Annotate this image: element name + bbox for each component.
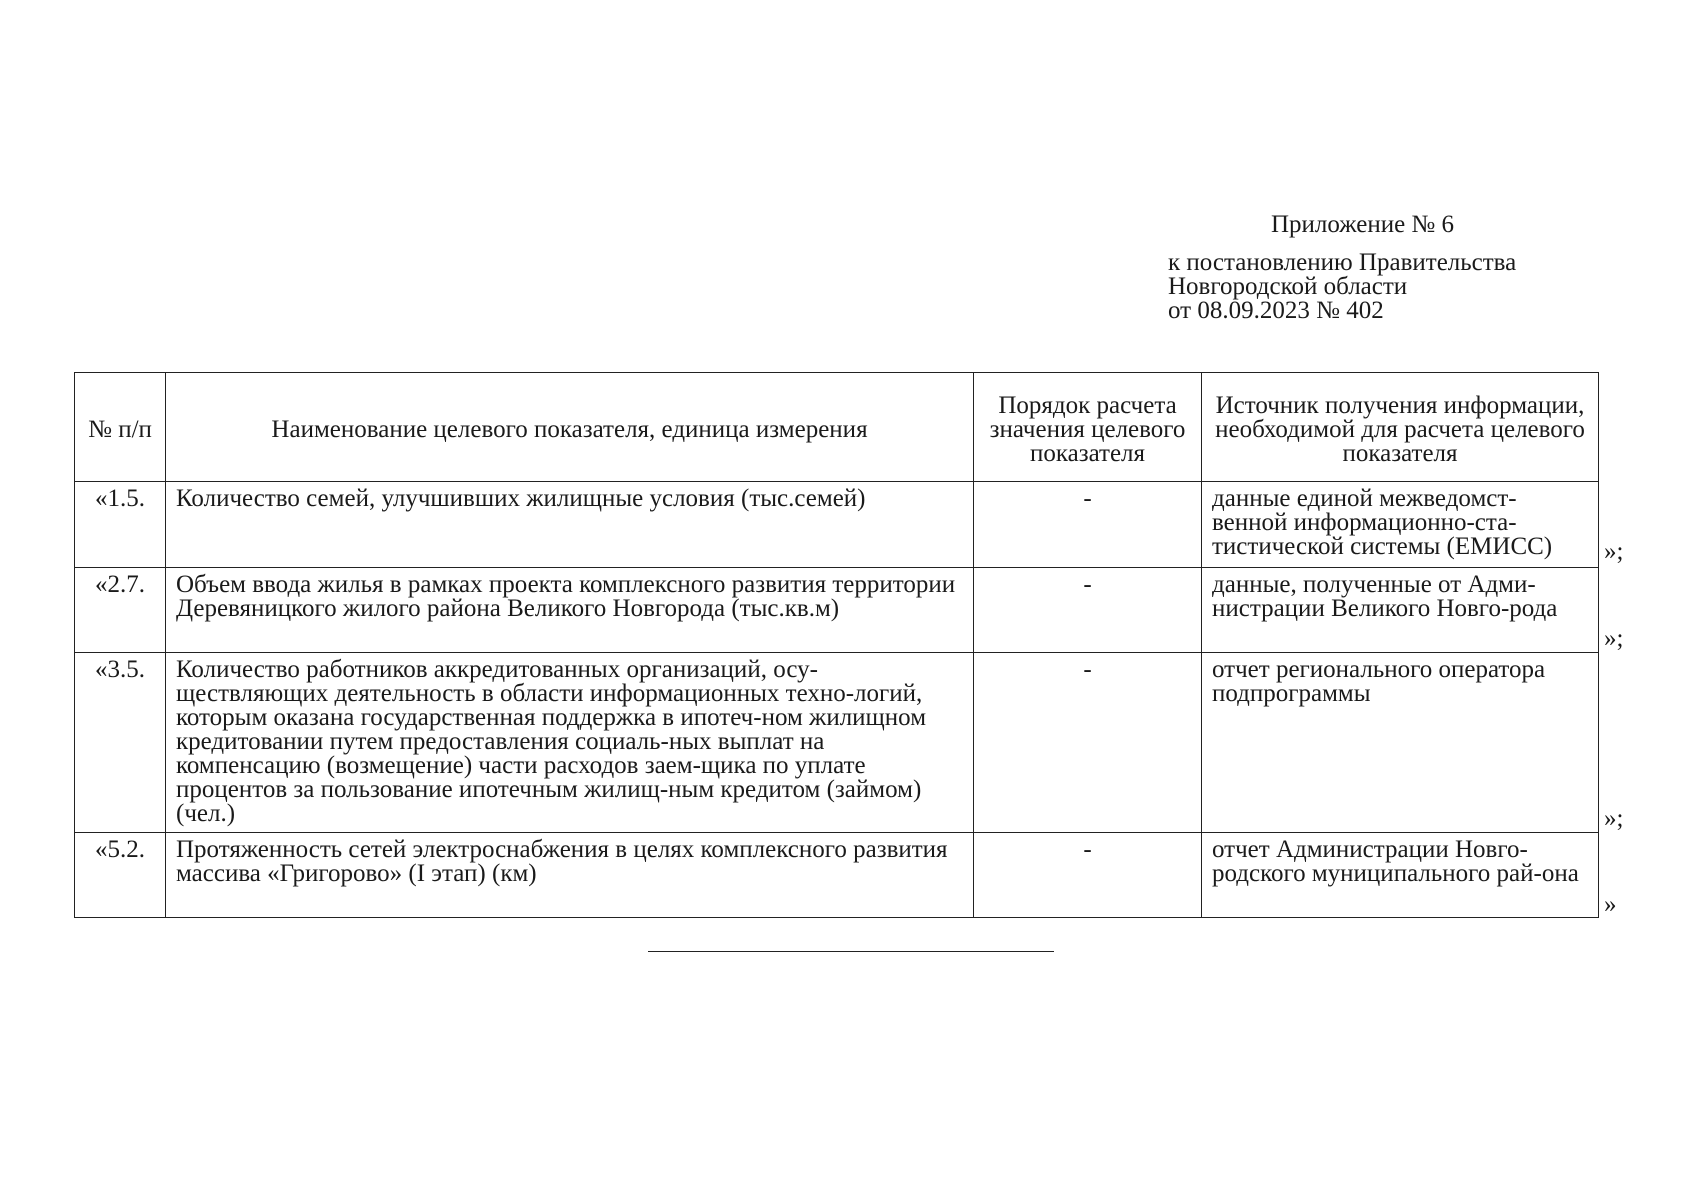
table-row xyxy=(75,568,1599,653)
row-calc: - xyxy=(974,482,1202,568)
closing-quote: » xyxy=(1604,891,1617,918)
row-calc: - xyxy=(974,568,1202,653)
row-name: Объем ввода жилья в рамках проекта комплексного развития территории Деревяницкого жилого района Великого Новгорода (тыс.кв.м) xyxy=(166,568,974,653)
table-header-row xyxy=(75,373,1599,482)
row-num: «1.5. xyxy=(75,482,166,568)
appendix-line-1: к постановлению Правительства xyxy=(1168,249,1517,276)
appendix-line-2: Новгородской области xyxy=(1168,273,1408,300)
header-calc: Порядок расчета значения целевого показателя xyxy=(974,373,1202,482)
indicators-table xyxy=(74,372,1599,918)
row-calc: - xyxy=(974,653,1202,833)
table-row xyxy=(75,482,1599,568)
row-source: отчет Администрации Новго-родского муниципального рай-она xyxy=(1202,833,1599,918)
row-source: данные, полученные от Адми-нистрации Великого Новго-рода xyxy=(1202,568,1599,653)
header-num: № п/п xyxy=(75,373,166,482)
row-num: «3.5. xyxy=(75,653,166,833)
row-name: Протяженность сетей электроснабжения в целях комплексного развития массива «Григорово» (I этап) (км) xyxy=(166,833,974,918)
closing-rule xyxy=(648,951,1054,952)
row-source: данные единой межведомст-венной информационно-ста-тистической системы (ЕМИСС) xyxy=(1202,482,1599,568)
header-source: Источник получения информации, необходимой для расчета целевого показателя xyxy=(1202,373,1599,482)
appendix-header xyxy=(1168,213,1608,323)
closing-quote: »; xyxy=(1604,625,1624,652)
row-name: Количество семей, улучшивших жилищные условия (тыс.семей) xyxy=(166,482,974,568)
appendix-title: Приложение № 6 xyxy=(1271,211,1455,238)
row-source: отчет регионального оператора подпрограммы xyxy=(1202,653,1599,833)
table-row xyxy=(75,653,1599,833)
row-calc: - xyxy=(974,833,1202,918)
row-num: «5.2. xyxy=(75,833,166,918)
row-name: Количество работников аккредитованных организаций, осу-ществляющих деятельность в области информационных техно-логий, которым оказана государственная поддержка в ипотеч-ном жилищном кредитовании путем предоставления социаль-ных выплат на компенсацию (возмещение) части расходов заем-щика по уплате процентов за пользование ипотечным жилищ-ным кредитом (займом) (чел.) xyxy=(166,653,974,833)
table-row xyxy=(75,833,1599,918)
header-name: Наименование целевого показателя, единица измерения xyxy=(166,373,974,482)
row-num: «2.7. xyxy=(75,568,166,653)
appendix-line-3: от 08.09.2023 № 402 xyxy=(1168,297,1384,324)
closing-quote: »; xyxy=(1604,805,1624,832)
closing-quote: »; xyxy=(1604,538,1624,565)
